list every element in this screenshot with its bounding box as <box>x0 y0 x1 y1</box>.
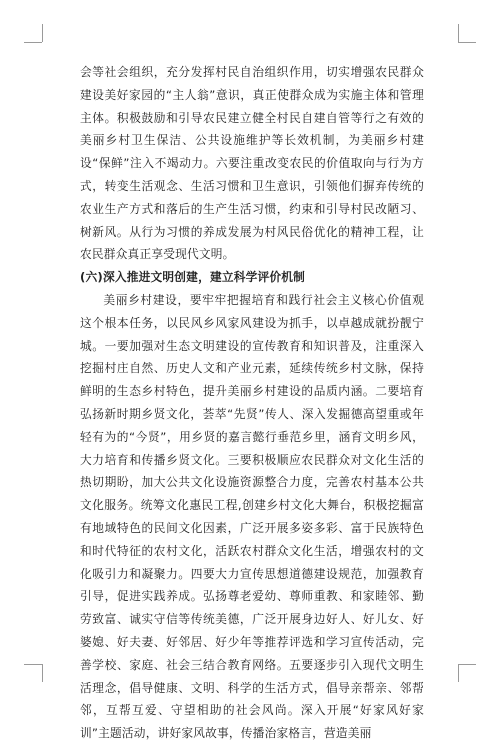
paragraph-1: 会等社会组织，充分发挥村民自治组织作用，切实增强农民群众建设美好家园的“主人翁”意识，真正使群众成为实施主体和管理主体。积极鼓励和引导农民建立健全村民自建自管等行之有效的美丽乡村卫生保洁、公共设施维护等长效机制，为美丽乡村建设“保鲜”注入不竭动力。六要注重改变农民的价值取向与行为方式，转变生活观念、生活习惯和卫生意识，引领他们摒弃传统的农业生产方式和落后的生产生活习惯，约束和引导村民改陋习、树新风。从行为习惯的养成发展为村风民俗优化的精神工程，让农民群众真正享受现代文明。 <box>80 65 424 262</box>
document-body <box>80 61 424 745</box>
paragraph-2: 美丽乡村建设，要牢牢把握培育和践行社会主义核心价值观这个根本任务，以民风乡风家风建设为抓手，以卓越成就扮靓宁城。一要加强对生态文明建设的宣传教育和知识普及，注重深入挖掘村庄自然、历史人文和产业元素，延续传统乡村文脉，保持鲜明的生态乡村特色，提升美丽乡村建设的品质内涵。二要培育弘扬新时期乡贤文化，荟萃“先贤”传人、深入发掘德高望重或年轻有为的“今贤”，用乡贤的嘉言懿行垂范乡里，涵育文明乡风，大力培育和传播乡贤文化。三要积极顺应农民群众对文化生活的热切期盼，加大公共文化设施资源整合力度，完善农村基本公共文化服务。统筹文化惠民工程,创建乡村文化大舞台，积极挖掘富有地域特色的民间文化因素，广泛开展多姿多彩、富于民族特色和时代特征的农村文化，活跃农村群众文化生活，增强农村的文化吸引力和凝聚力。四要大力宣传思想道德建设规范，加强教育引导，促进实践养成。弘扬尊老爱幼、尊师重教、和家睦邻、勤劳致富、诚实守信等传统美德，广泛开展身边好人、好儿女、好婆媳、好夫妻、好邻居、好少年等推荐评选和学习宣传活动，完善学校、家庭、社会三结合教育网络。五要逐步引入现代文明生活理念，倡导健康、文明、科学的生活方式，倡导亲帮亲、邻帮邻，互帮互爱、守望相助的社会风尚。深入开展“好家风好家训”主题活动，讲好家风故事，传播治家格言，营造美丽 <box>80 292 424 741</box>
section-heading: (六)深入推进文明创建，建立科学评价机制 <box>80 270 306 285</box>
